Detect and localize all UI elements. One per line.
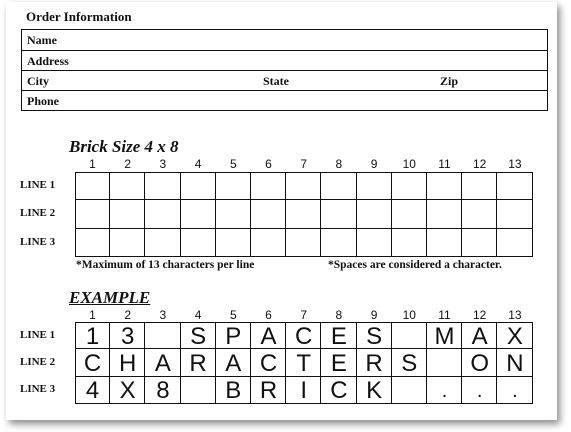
example-character: S — [366, 322, 383, 350]
character-cell — [145, 322, 180, 349]
line-label: LINE 1 — [20, 328, 56, 341]
column-number: 8 — [335, 308, 343, 322]
example-character: E — [330, 349, 347, 377]
column-number: 1 — [89, 157, 96, 171]
example-character: X — [119, 377, 136, 405]
character-cell[interactable] — [286, 172, 321, 200]
example-character: T — [296, 349, 312, 377]
column-number: 3 — [159, 157, 167, 171]
character-cell[interactable] — [321, 200, 356, 228]
character-cell[interactable] — [110, 229, 145, 257]
example-character: B — [225, 377, 242, 405]
example-character: C — [83, 349, 102, 377]
column-number: 9 — [370, 157, 378, 171]
character-cell — [392, 322, 427, 349]
column-number: 13 — [508, 157, 522, 171]
character-cell[interactable] — [321, 229, 356, 257]
character-cell[interactable] — [216, 200, 251, 228]
character-cell[interactable] — [145, 172, 180, 200]
example-character: K — [366, 377, 383, 405]
example-character: 1 — [85, 322, 100, 350]
character-cell[interactable] — [392, 172, 427, 200]
phone-label: Phone — [27, 94, 60, 108]
column-number: 7 — [300, 308, 308, 322]
column-number: 6 — [265, 157, 272, 171]
example-character: C — [259, 349, 278, 377]
character-cell[interactable] — [181, 172, 216, 200]
example-character: C — [330, 377, 348, 405]
example-character: A — [260, 322, 277, 350]
column-number: 5 — [229, 308, 237, 322]
character-cell[interactable] — [357, 200, 392, 228]
example-character: A — [471, 322, 488, 350]
character-cell — [181, 377, 216, 404]
name-row[interactable] — [22, 30, 547, 50]
example-character: 3 — [121, 322, 135, 350]
example-character: O — [470, 349, 490, 377]
state-label: State — [263, 74, 289, 88]
example-character: 8 — [156, 377, 170, 405]
column-number: 2 — [124, 157, 132, 171]
example-character: . — [476, 380, 483, 403]
character-cell[interactable] — [286, 200, 321, 228]
column-number: 6 — [265, 308, 272, 322]
character-cell[interactable] — [75, 229, 110, 257]
city-label: City — [27, 74, 49, 88]
city-state-zip-row[interactable] — [22, 70, 547, 90]
character-cell[interactable] — [251, 200, 286, 228]
column-number: 13 — [508, 308, 522, 322]
zip-label: Zip — [440, 74, 459, 88]
character-cell[interactable] — [427, 200, 462, 228]
character-cell[interactable] — [321, 172, 356, 200]
column-number: 7 — [300, 157, 308, 171]
line-label: LINE 1 — [20, 179, 56, 192]
column-number: 1 — [89, 308, 96, 322]
column-number: 12 — [473, 308, 487, 322]
character-cell[interactable] — [392, 229, 427, 257]
example-character: X — [506, 322, 523, 350]
example-character: P — [225, 322, 242, 350]
example-character: S — [401, 349, 418, 377]
line-label: LINE 2 — [20, 355, 56, 368]
character-cell[interactable] — [286, 229, 321, 257]
example-character: A — [225, 349, 242, 377]
example-character: C — [295, 322, 313, 350]
max-characters-note: *Maximum of 13 characters per line — [76, 259, 255, 271]
character-cell[interactable] — [145, 229, 180, 257]
spaces-note: *Spaces are considered a character. — [328, 259, 502, 271]
character-cell[interactable] — [497, 172, 532, 200]
name-label: Name — [27, 33, 57, 47]
character-cell[interactable] — [145, 200, 180, 228]
character-cell[interactable] — [251, 172, 286, 200]
character-cell — [427, 349, 462, 376]
character-cell[interactable] — [75, 200, 110, 228]
line-label: LINE 3 — [20, 383, 56, 396]
character-cell[interactable] — [251, 229, 286, 257]
character-cell[interactable] — [427, 229, 462, 257]
character-cell — [392, 377, 427, 404]
character-cell[interactable] — [357, 229, 392, 257]
example-title: EXAMPLE — [69, 288, 151, 307]
column-number: 9 — [370, 308, 378, 322]
order-information-heading: Order Information — [26, 9, 132, 24]
character-cell[interactable] — [75, 172, 110, 200]
example-character: E — [330, 322, 347, 350]
column-number: 5 — [229, 157, 237, 171]
example-character: S — [190, 322, 207, 350]
example-character: R — [259, 377, 278, 405]
column-number: 8 — [335, 157, 343, 171]
brick-size-title: Brick Size 4 x 8 — [69, 137, 179, 156]
column-number: 10 — [402, 157, 416, 171]
column-number: 3 — [159, 308, 167, 322]
example-character: R — [365, 349, 383, 377]
example-character: M — [434, 322, 455, 350]
line-label: LINE 3 — [20, 235, 56, 248]
character-cell[interactable] — [216, 172, 251, 200]
example-character: 4 — [85, 377, 100, 405]
column-number: 12 — [473, 157, 487, 171]
column-number: 4 — [194, 308, 202, 322]
line-label: LINE 2 — [20, 207, 56, 220]
example-character: N — [506, 349, 524, 377]
example-character: I — [300, 377, 308, 405]
character-cell[interactable] — [462, 229, 497, 257]
character-cell[interactable] — [110, 172, 145, 200]
column-number: 10 — [402, 308, 416, 322]
character-cell[interactable] — [427, 172, 462, 200]
phone-row[interactable] — [22, 90, 547, 110]
column-number: 2 — [124, 308, 132, 322]
column-number: 11 — [438, 157, 451, 171]
character-cell[interactable] — [181, 200, 216, 228]
character-cell[interactable] — [216, 229, 251, 257]
character-cell[interactable] — [181, 229, 216, 257]
character-cell[interactable] — [497, 200, 532, 228]
address-row[interactable] — [22, 50, 547, 70]
example-character: A — [154, 349, 171, 377]
character-cell[interactable] — [392, 200, 427, 228]
column-number: 11 — [438, 308, 451, 322]
example-character: H — [119, 349, 137, 377]
address-label: Address — [27, 54, 69, 68]
character-cell[interactable] — [462, 200, 497, 228]
character-cell[interactable] — [110, 200, 145, 228]
example-character: . — [512, 380, 518, 403]
column-number: 4 — [194, 157, 202, 171]
character-cell[interactable] — [357, 172, 392, 200]
character-cell[interactable] — [497, 229, 532, 257]
order-information-table — [21, 29, 548, 111]
example-character: R — [189, 349, 207, 377]
example-character: . — [441, 380, 448, 403]
character-cell[interactable] — [462, 172, 497, 200]
